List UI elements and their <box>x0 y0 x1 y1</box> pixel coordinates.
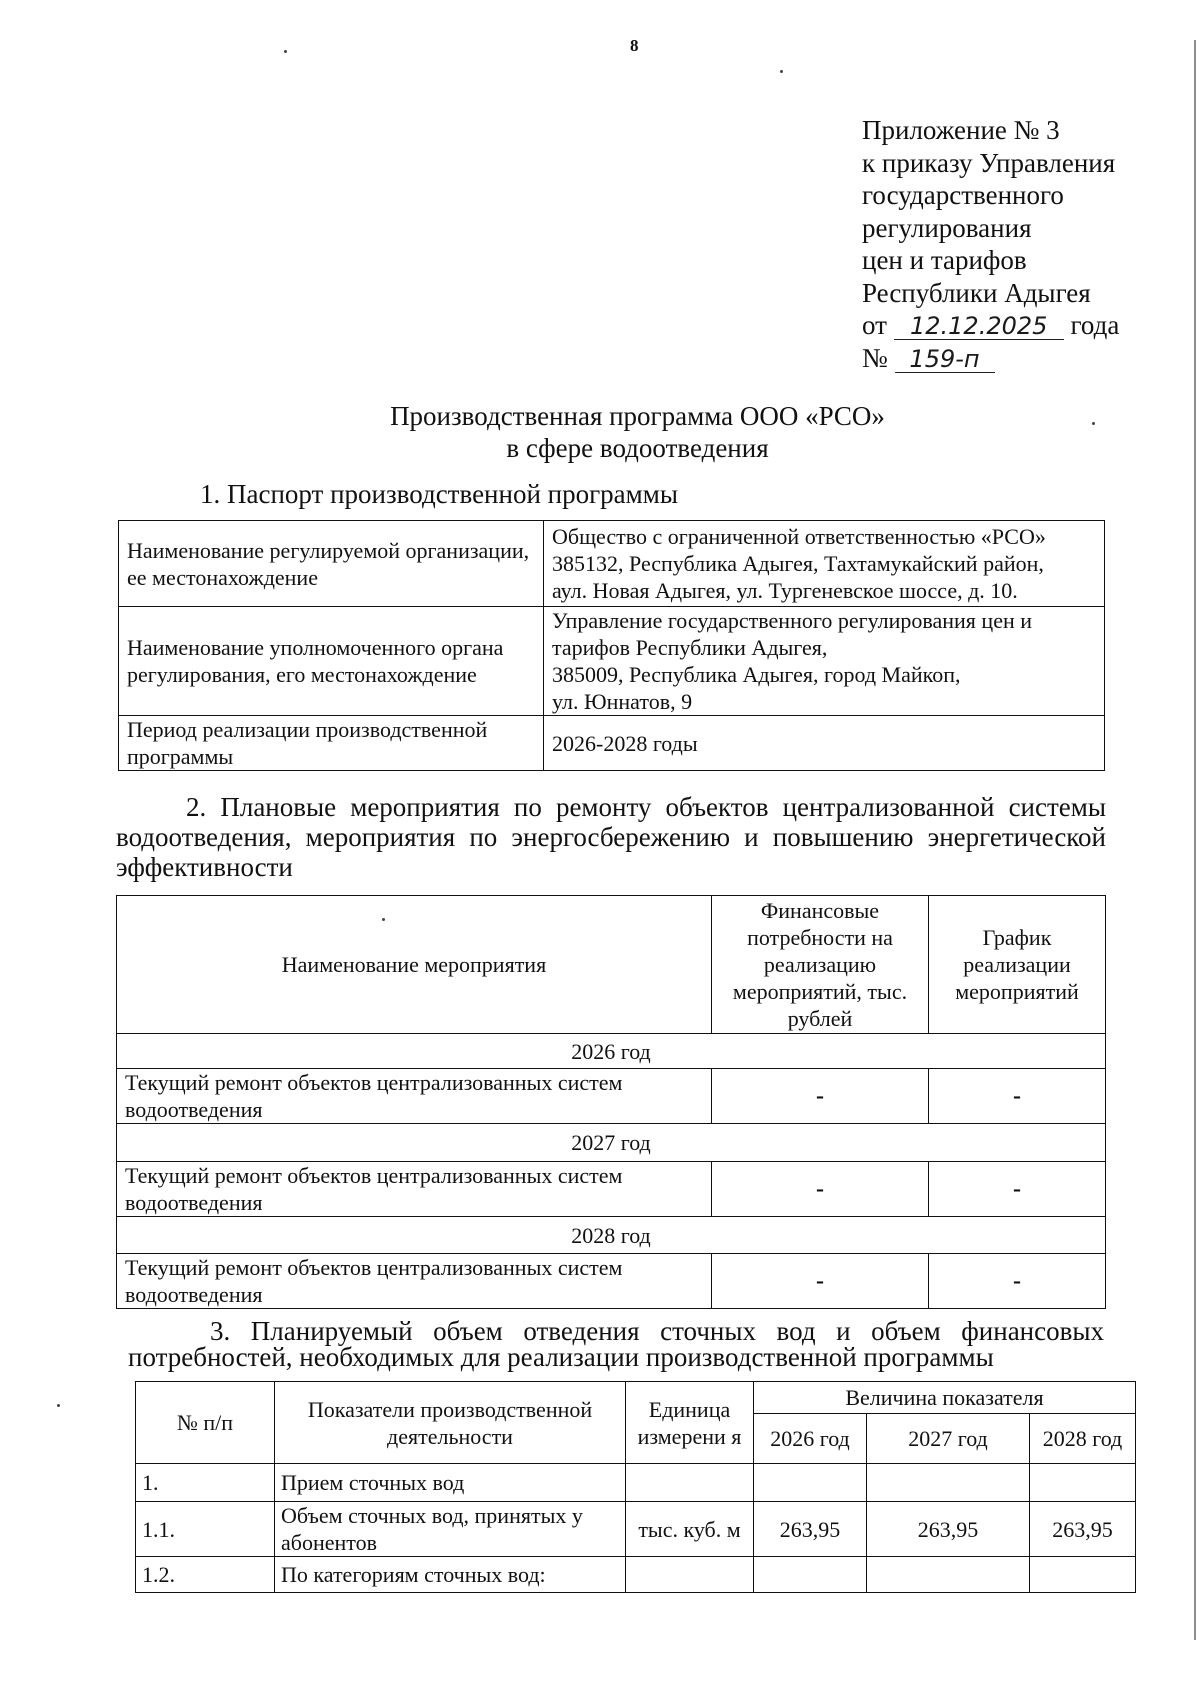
table-header-row <box>117 896 1106 1034</box>
row-value-2026 <box>754 1464 867 1502</box>
header-year: 2026 год <box>754 1414 867 1464</box>
row-value-2028: 263,95 <box>1030 1502 1136 1557</box>
activity-finance: - <box>712 1254 929 1309</box>
passport-label: Наименование уполномоченного органа регулирования, его местонахождение <box>119 607 544 716</box>
passport-value <box>544 521 1105 607</box>
table-row <box>117 1254 1106 1309</box>
scan-speck <box>57 1404 60 1407</box>
row-value-2026 <box>754 1557 867 1593</box>
page-number: 8 <box>630 36 639 55</box>
row-unit: тыс. куб. м <box>626 1502 754 1557</box>
table-row <box>117 1162 1106 1217</box>
year-row <box>117 1034 1106 1069</box>
handwritten-date: 12.12.2025 <box>894 313 1064 340</box>
table-row <box>117 1069 1106 1124</box>
value-line: Общество с ограниченной ответственностью «РСО» <box>552 524 1046 549</box>
year-label: 2026 год <box>117 1034 1106 1069</box>
activities-table <box>116 895 1106 1309</box>
appendix-number-line <box>862 342 1119 375</box>
passport-value <box>544 607 1105 716</box>
section2-heading: 2. Плановые мероприятия по ремонту объектов централизованной системы водоотведения, мероприятия по энергосбережению и повышению энергетической эффективности <box>116 792 1106 882</box>
appendix-line: к приказу Управления <box>862 147 1116 178</box>
row-indicator: Объем сточных вод, принятых у абонентов <box>275 1502 626 1557</box>
row-num: 1. <box>136 1464 275 1502</box>
table-row <box>119 521 1105 607</box>
appendix-line: государственного <box>862 180 1064 210</box>
row-num: 1.1. <box>136 1502 275 1557</box>
activity-schedule: - <box>929 1069 1106 1124</box>
date-prefix: от <box>862 310 887 340</box>
header-unit: Единица измерени я <box>626 1382 754 1464</box>
row-num: 1.2. <box>136 1557 275 1593</box>
appendix-line: регулирования <box>862 212 1032 243</box>
appendix-block <box>862 114 1119 374</box>
scan-speck <box>780 70 783 73</box>
value-line <box>552 661 1096 688</box>
activity-schedule: - <box>929 1254 1106 1309</box>
row-value-2028 <box>1030 1464 1136 1502</box>
table-row <box>136 1502 1136 1557</box>
row-unit <box>626 1557 754 1593</box>
value-text: 385009, Республика Адыгея, город Майкоп, <box>552 662 961 687</box>
document-title <box>0 400 1200 464</box>
header-num: № п/п <box>136 1382 275 1464</box>
passport-label: Наименование регулируемой организации, ее местонахождение <box>119 521 544 607</box>
value-line: Управление государственного регулирования цен и <box>552 608 1033 633</box>
value-line: аул. Новая Адыгея, ул. Тургеневское шоссе, д. 10. <box>552 578 1018 603</box>
passport-value: 2026-2028 годы <box>544 716 1105 771</box>
year-row <box>117 1217 1106 1254</box>
header-indicator: Показатели производственной деятельности <box>275 1382 626 1464</box>
table-row <box>119 607 1105 716</box>
row-unit <box>626 1464 754 1502</box>
appendix-line: цен и тарифов <box>862 245 1027 275</box>
activity-finance: - <box>712 1069 929 1124</box>
row-value-2026: 263,95 <box>754 1502 867 1557</box>
row-value-2027 <box>867 1557 1030 1593</box>
year-label: 2027 год <box>117 1124 1106 1162</box>
value-line: ул. Юннатов, 9 <box>552 689 693 714</box>
header-value-group: Величина показателя <box>754 1382 1136 1414</box>
number-prefix: № <box>862 342 888 373</box>
activity-name: Текущий ремонт объектов централизованных систем водоотведения <box>117 1162 712 1217</box>
row-indicator: Прием сточных вод <box>275 1464 626 1502</box>
year-row <box>117 1124 1106 1162</box>
header-schedule: График реализации мероприятий <box>929 896 1106 1034</box>
row-value-2028 <box>1030 1557 1136 1593</box>
scan-speck <box>284 50 287 53</box>
header-year: 2028 год <box>1030 1414 1136 1464</box>
activity-name: Текущий ремонт объектов централизованных систем водоотведения <box>117 1254 712 1309</box>
value-line: тарифов Республики Адыгея, <box>552 635 828 660</box>
title-line-2: в сфере водоотведения <box>506 433 769 463</box>
passport-table <box>118 520 1105 771</box>
value-line: 385132, Республика Адыгея, Тахтамукайский район, <box>552 551 1044 576</box>
row-value-2027: 263,95 <box>867 1502 1030 1557</box>
activity-schedule: - <box>929 1162 1106 1217</box>
header-year: 2027 год <box>867 1414 1030 1464</box>
activity-name: Текущий ремонт объектов централизованных систем водоотведения <box>117 1069 712 1124</box>
indicators-table <box>135 1381 1136 1593</box>
table-header-row <box>136 1382 1136 1414</box>
passport-label: Период реализации производственной программы <box>119 716 544 771</box>
title-line-1: Производственная программа ООО «РСО» <box>390 401 885 431</box>
activity-finance: - <box>712 1162 929 1217</box>
handwritten-number: 159-п <box>895 346 995 373</box>
header-activity: Наименование мероприятия <box>117 896 712 1034</box>
year-label: 2028 год <box>117 1217 1106 1254</box>
scan-speck <box>1092 422 1095 425</box>
appendix-date-line <box>862 309 1119 342</box>
header-finance: Финансовые потребности на реализацию мероприятий, тыс. рублей <box>712 896 929 1034</box>
appendix-line: Республики Адыгея <box>862 277 1091 308</box>
table-row <box>136 1557 1136 1593</box>
scan-speck <box>382 918 385 921</box>
appendix-line: Приложение № 3 <box>862 115 1060 145</box>
section1-heading: 1. Паспорт производственной программы <box>200 479 678 509</box>
row-indicator: По категориям сточных вод: <box>275 1557 626 1593</box>
scan-edge-line <box>1194 40 1196 1640</box>
date-suffix: года <box>1070 310 1120 340</box>
section3-heading: 3. Планируемый объем отведения сточных вод и объем финансовых потребностей, необходимых для реализации производственной программы <box>128 1316 1104 1372</box>
table-row <box>119 716 1105 771</box>
table-row <box>136 1464 1136 1502</box>
row-value-2027 <box>867 1464 1030 1502</box>
